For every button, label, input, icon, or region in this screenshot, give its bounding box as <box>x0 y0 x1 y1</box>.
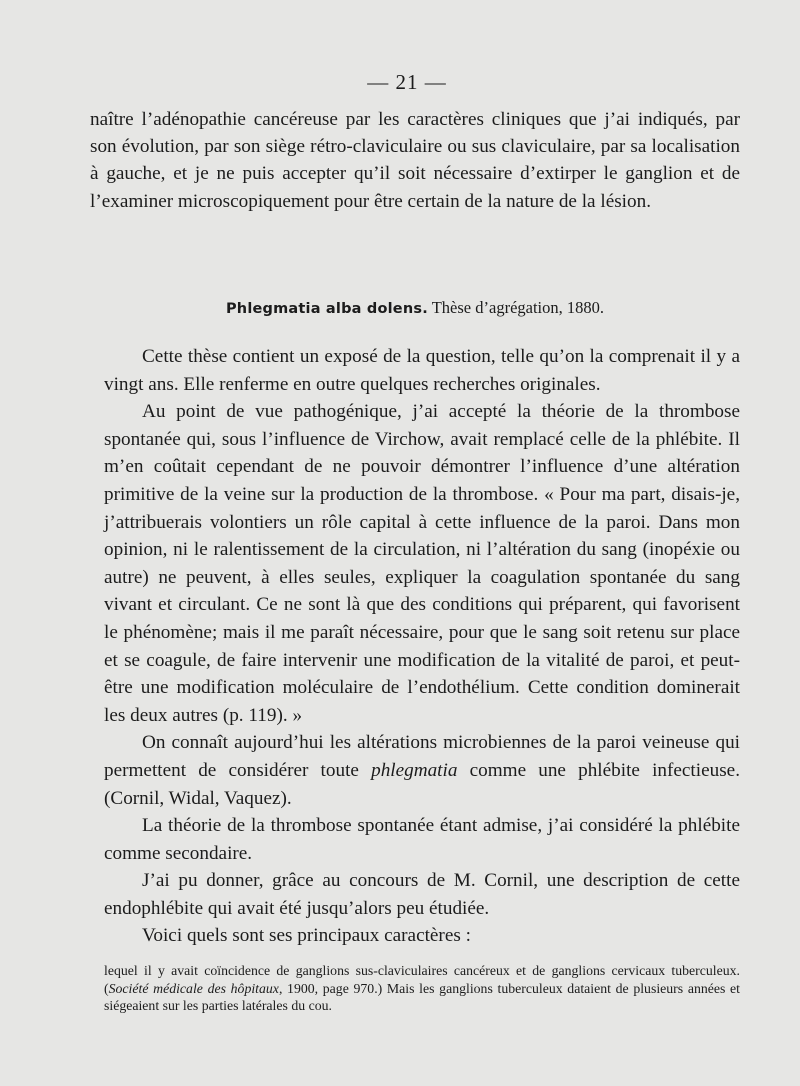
section-title-bold: Phlegmatia alba dolens. <box>225 301 428 317</box>
paragraph-5: J’ai pu donner, grâce au concours de M. Cornil, une description de cette endophlébite qui avait été jusqu’alors peu étudiée. <box>104 870 740 919</box>
paragraph-3-italic: phlegmatia <box>371 759 458 781</box>
footnote-before: lequel il y avait coïncidence de ganglions sus-claviculaires cancéreux et de ganglions cervicaux tuberculeux. ( <box>104 963 740 996</box>
paragraph-4: La théorie de la thrombose spontanée étant admise, j’ai considéré la phlébite comme secondaire. <box>104 815 740 864</box>
section-title-rest: Thèse d’agrégation, 1880. <box>427 298 605 317</box>
intro-paragraph-block <box>90 106 740 215</box>
paragraph-1: Cette thèse contient un exposé de la question, telle qu’on la comprenait il y a vingt ans. Elle renferme en outre quelques recherches originales. <box>104 346 740 395</box>
intro-paragraph: naître l’adénopathie cancéreuse par les caractères cliniques que j’ai indiqués, par son évolution, par son siège rétro-claviculaire ou sus claviculaire, par sa localisation à gauche, et je ne puis accepter qu’il soit nécessaire d’extirper le ganglion et de l’examiner microscopiquement pour être certain de la nature de la lésion. <box>90 109 740 212</box>
paragraph-2: Au point de vue pathogénique, j’ai accepté la théorie de la thrombose spontanée qui, sous l’influence de Virchow, avait remplacé celle de la phlébite. Il m’en coûtait cependant de ne pouvoir démontrer l’influence d’une altération primitive de la veine sur la production de la thrombose. « Pour ma part, disais-je, j’attribuerais volontiers un rôle capital à cette influence de la paroi. Dans mon opinion, ni le ralentissement de la circulation, ni l’altération du sang (inopéxie ou autre) ne peuvent, à elles seules, expliquer la coagulation spontanée du sang vivant et circulant. Ce ne sont là que des conditions qui préparent, qui favorisent le phénomène; mais il me paraît nécessaire, pour que le sang soit retenu sur place et se coagule, de faire intervenir une modification de la vitalité de paroi, et peut-être une modification moléculaire de l’endothélium. Cette condition dominerait les deux autres (p. 119). » <box>104 401 740 726</box>
section-title <box>90 298 740 318</box>
paragraph-3 <box>104 729 740 812</box>
paragraph-3-before: On connaît aujourd’hui les altérations microbiennes de la paroi veineuse qui permettent de considérer toute <box>104 732 740 781</box>
main-text <box>104 343 740 950</box>
footnote-italic: Société médicale des hôpitaux <box>108 980 279 996</box>
paragraph-3-after: comme une phlébite infectieuse. (Cornil, Widal, Vaquez). <box>104 759 740 809</box>
paragraph-6: Voici quels sont ses principaux caractères : <box>142 925 471 947</box>
footnote-text <box>104 962 740 1015</box>
page-number: — 21 — <box>367 70 447 94</box>
footnote-after: , 1900, page 970.) Mais les ganglions tuberculeux dataient de plusieurs années et siégeaient sur les parties latérales du cou. <box>104 980 740 1013</box>
footnote <box>104 962 740 1015</box>
